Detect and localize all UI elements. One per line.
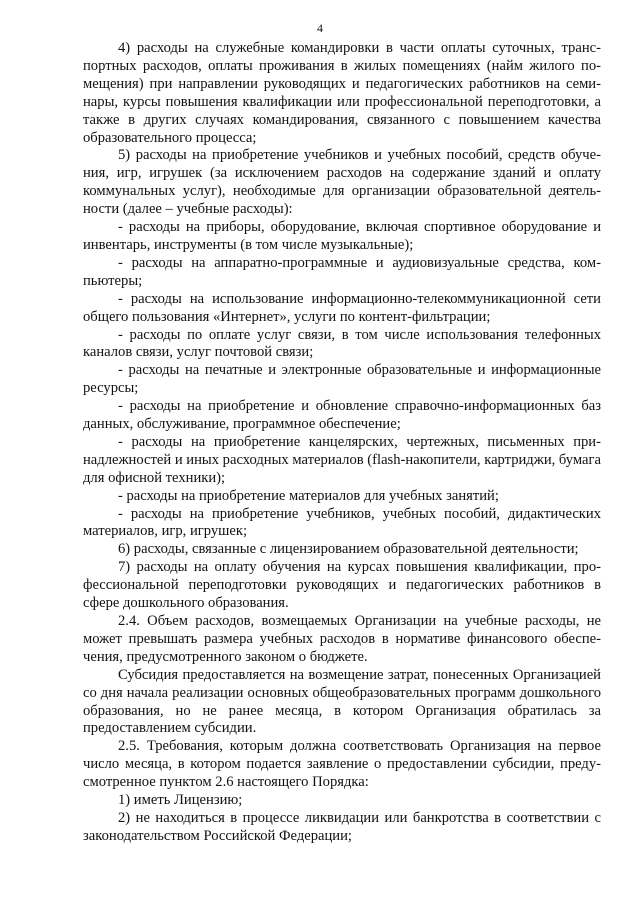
- paragraph-bullet-materials: - расходы на приобретение материалов для учебных занятий;: [118, 487, 499, 504]
- paragraph-bullet-hardware: - расходы на аппаратно-программные и аудиовизуальные средства, компьютеры;: [83, 254, 601, 289]
- paragraph-bullet-internet: - расходы на использование информационно-телекоммуникационной сети общего пользования «Интернет», услуги по контент-фильтрации;: [83, 290, 601, 325]
- paragraph-bullet-databases: - расходы на приобретение и обновление справочно-информационных баз данных, обслуживание, программное обеспечение;: [83, 398, 601, 433]
- paragraph-item-7-training: 7) расходы на оплату обучения на курсах повышения квалификации, профессиональной переподготовки руководящих и педагогических работников в сфере дошкольного образования.: [83, 559, 601, 612]
- paragraph-item-6-licensing: 6) расходы, связанные с лицензированием образовательной деятельности;: [118, 541, 579, 558]
- document-body: [83, 40, 601, 846]
- paragraph-bullet-textbooks: - расходы на приобретение учебников, учебных пособий, дидактических материалов, игр, игрушек;: [83, 505, 601, 540]
- paragraph-bullet-stationery: - расходы на приобретение канцелярских, чертежных, письменных принадлежностей и иных расходных материалов (flash-накопители, картриджи, бумага для офисной техники);: [83, 433, 601, 486]
- paragraph-bullet-communication: - расходы по оплате услуг связи, в том числе использования телефонных каналов связи, услуг почтовой связи;: [83, 326, 601, 361]
- paragraph-item-5-textbooks: 5) расходы на приобретение учебников и учебных пособий, средств обучения, игр, игрушек (за исключением расходов на содержание зданий и оплату коммунальных услуг), необходимые для организации образовательной деятельности (далее – учебные расходы):: [83, 147, 601, 218]
- paragraph-section-2-4: 2.4. Объем расходов, возмещаемых Организации на учебные расходы, не может превышать размера учебных расходов в нормативе финансового обеспечения, предусмотренного законом о бюджете.: [83, 613, 601, 665]
- paragraph-bullet-equipment: - расходы на приборы, оборудование, включая спортивное оборудование и инвентарь, инструменты (в том числе музыкальные);: [83, 219, 601, 253]
- paragraph-section-2-5: 2.5. Требования, которым должна соответствовать Организация на первое число месяца, в котором подается заявление о предоставлении субсидии, предусмотренное пунктом 2.6 настоящего Порядка:: [83, 738, 601, 791]
- paragraph-requirement-1: 1) иметь Лицензию;: [118, 792, 243, 809]
- paragraph-requirement-2: 2) не находиться в процессе ликвидации или банкротства в соответствии с законодательством Российской Федерации;: [83, 809, 601, 844]
- page-number: 4: [317, 21, 323, 35]
- paragraph-item-4-travel: 4) расходы на служебные командировки в части оплаты суточных, транспортных расходов, оплаты проживания в жилых помещениях (найм жилого помещения) при направлении руководящих и педагогических работников на семинары, курсы повышения квалификации или профессиональной переподготовки, а также в других случаях командирования, связанного с повышением качества образовательного процесса;: [83, 40, 601, 146]
- paragraph-bullet-resources: - расходы на печатные и электронные образовательные и информационные ресурсы;: [83, 362, 601, 397]
- paragraph-subsidy: Субсидия предоставляется на возмещение затрат, понесенных Организацией со дня начала реализации основных общеобразовательных программ дошкольного образования, но не ранее месяца, в котором Организация обратилась за предоставлением субсидии.: [83, 666, 601, 737]
